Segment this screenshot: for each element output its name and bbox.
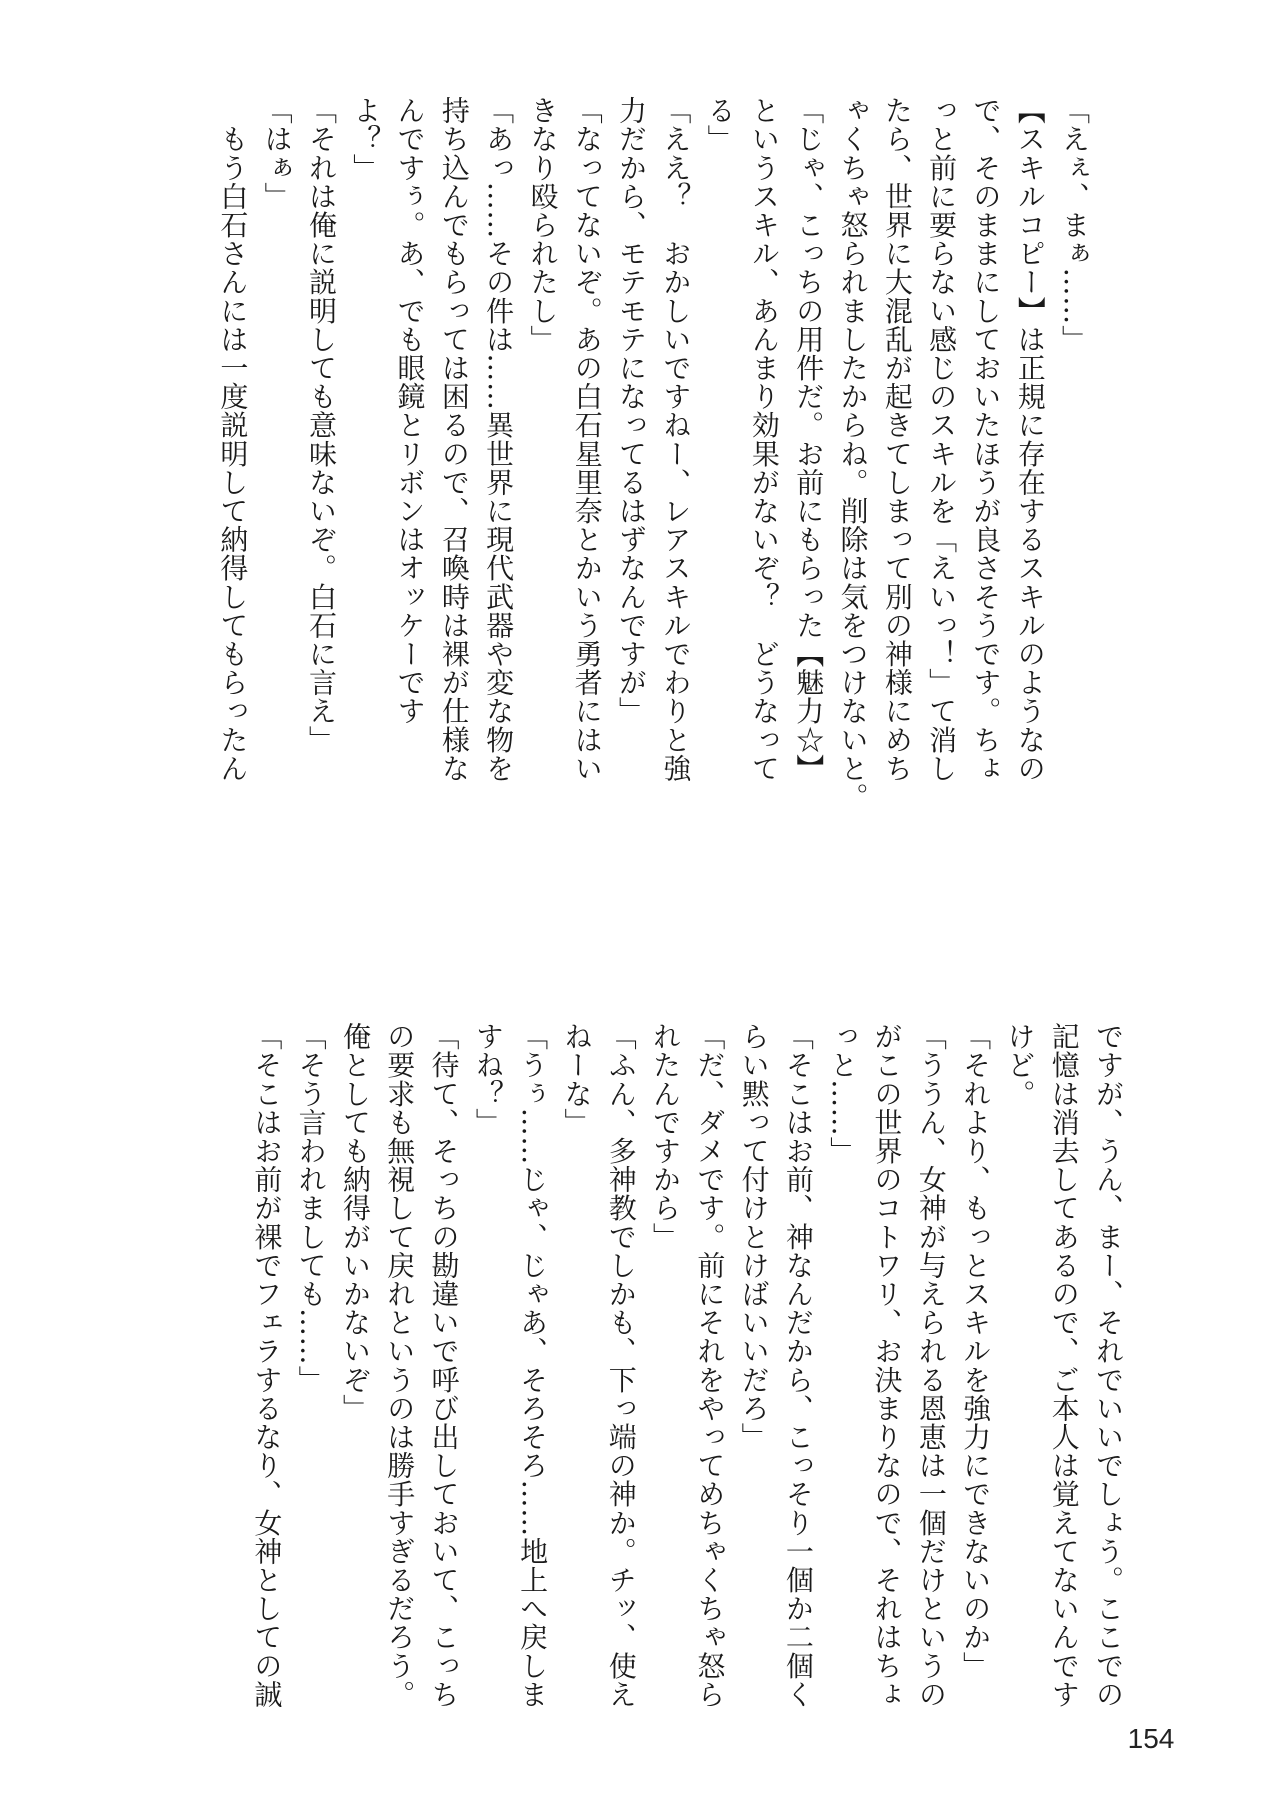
text-line: もう白石さんには一度説明して納得してもらったん: [216, 96, 250, 783]
text-line: 力だから、モテモテになってるはずなんですが」: [615, 96, 649, 726]
text-line: っと前に要らない感じのスキルを「えいっ！」て消し: [925, 96, 959, 783]
text-line: 「ううん、女神が与えられる恩恵は一個だけというの: [914, 1022, 948, 1709]
text-line: 「ふん、多神教でしかも、下っ端の神か。チッ、使え: [604, 1022, 638, 1709]
page-number: 154: [1127, 1723, 1175, 1754]
text-line: 「なってないぞ。あの白石星里奈とかいう勇者にはい: [570, 96, 604, 783]
text-line: 「はぁ」: [260, 96, 294, 211]
text-line: 「あっ……その件は……異世界に現代武器や変な物を: [482, 96, 516, 783]
text-line: ゃくちゃ怒られましたからね。削除は気をつけないと。: [836, 96, 870, 811]
text-line: というスキル、あんまり効果がないぞ？ どうなって: [747, 96, 781, 783]
text-line: すね？」: [471, 1022, 505, 1137]
text-line: ですが、うん、まー、それでいいでしょう。ここでの: [1092, 1022, 1125, 1709]
upper-text-block: [188, 96, 1096, 856]
text-line: 「じゃ、こっちの用件だ。お前にもらった【魅力☆】: [792, 96, 826, 783]
text-line: 「だ、ダメです。前にそれをやってめちゃくちゃ怒ら: [693, 1022, 727, 1709]
text-line: たら、世界に大混乱が起きてしまって別の神様にめち: [880, 96, 914, 783]
text-line: で、そのままにしておいたほうが良さそうです。ちょ: [969, 96, 1003, 783]
text-line: らい黙って付けとけばいいだろ」: [737, 1022, 771, 1451]
text-line: 「ええ？ おかしいですねー、レアスキルでわりと強: [659, 96, 693, 783]
text-line: 「それは俺に説明しても意味ないぞ。白石に言え」: [304, 96, 338, 754]
text-line: 俺としても納得がいかないぞ」: [338, 1022, 372, 1423]
lower-text-block: [188, 1022, 1130, 1747]
text-line: 「そこはお前、神なんだから、こっそり一個か二個く: [781, 1022, 815, 1709]
text-line: れたんですから」: [649, 1022, 683, 1251]
text-line: 「そこはお前が裸でフェラするなり、女神としての誠: [250, 1022, 284, 1709]
text-line: 「そう言われましても……」: [294, 1022, 328, 1394]
text-line: 【スキルコピー】は正規に存在するスキルのようなの: [1013, 96, 1047, 783]
text-line: ねーな」: [560, 1022, 594, 1137]
text-line: んですぅ。あ、でも眼鏡とリボンはオッケーです: [393, 96, 427, 726]
text-line: 「えぇ、まぁ……」: [1058, 96, 1091, 354]
text-line: きなり殴られたし」: [526, 96, 560, 354]
text-line: がこの世界のコトワリ、お決まりなので、それはちょ: [870, 1022, 904, 1709]
text-line: 記憶は消去してあるので、ご本人は覚えてないんです: [1047, 1022, 1081, 1709]
text-line: けど。: [1003, 1022, 1037, 1108]
text-line: 持ち込んでもらっては困るので、召喚時は裸が仕様な: [437, 96, 471, 783]
text-line: っと……」: [826, 1022, 860, 1165]
text-line: の要求も無視して戻れというのは勝手すぎるだろう。: [383, 1022, 417, 1709]
text-line: 「うぅ……じゃ、じゃあ、そろそろ……地上へ戻しま: [516, 1022, 550, 1709]
text-line: よ？」: [349, 96, 383, 182]
text-line: 「待て、そっちの勘違いで呼び出しておいて、こっち: [427, 1022, 461, 1709]
text-line: る」: [703, 96, 737, 154]
text-line: 「それより、もっとスキルを強力にできないのか」: [959, 1022, 993, 1680]
